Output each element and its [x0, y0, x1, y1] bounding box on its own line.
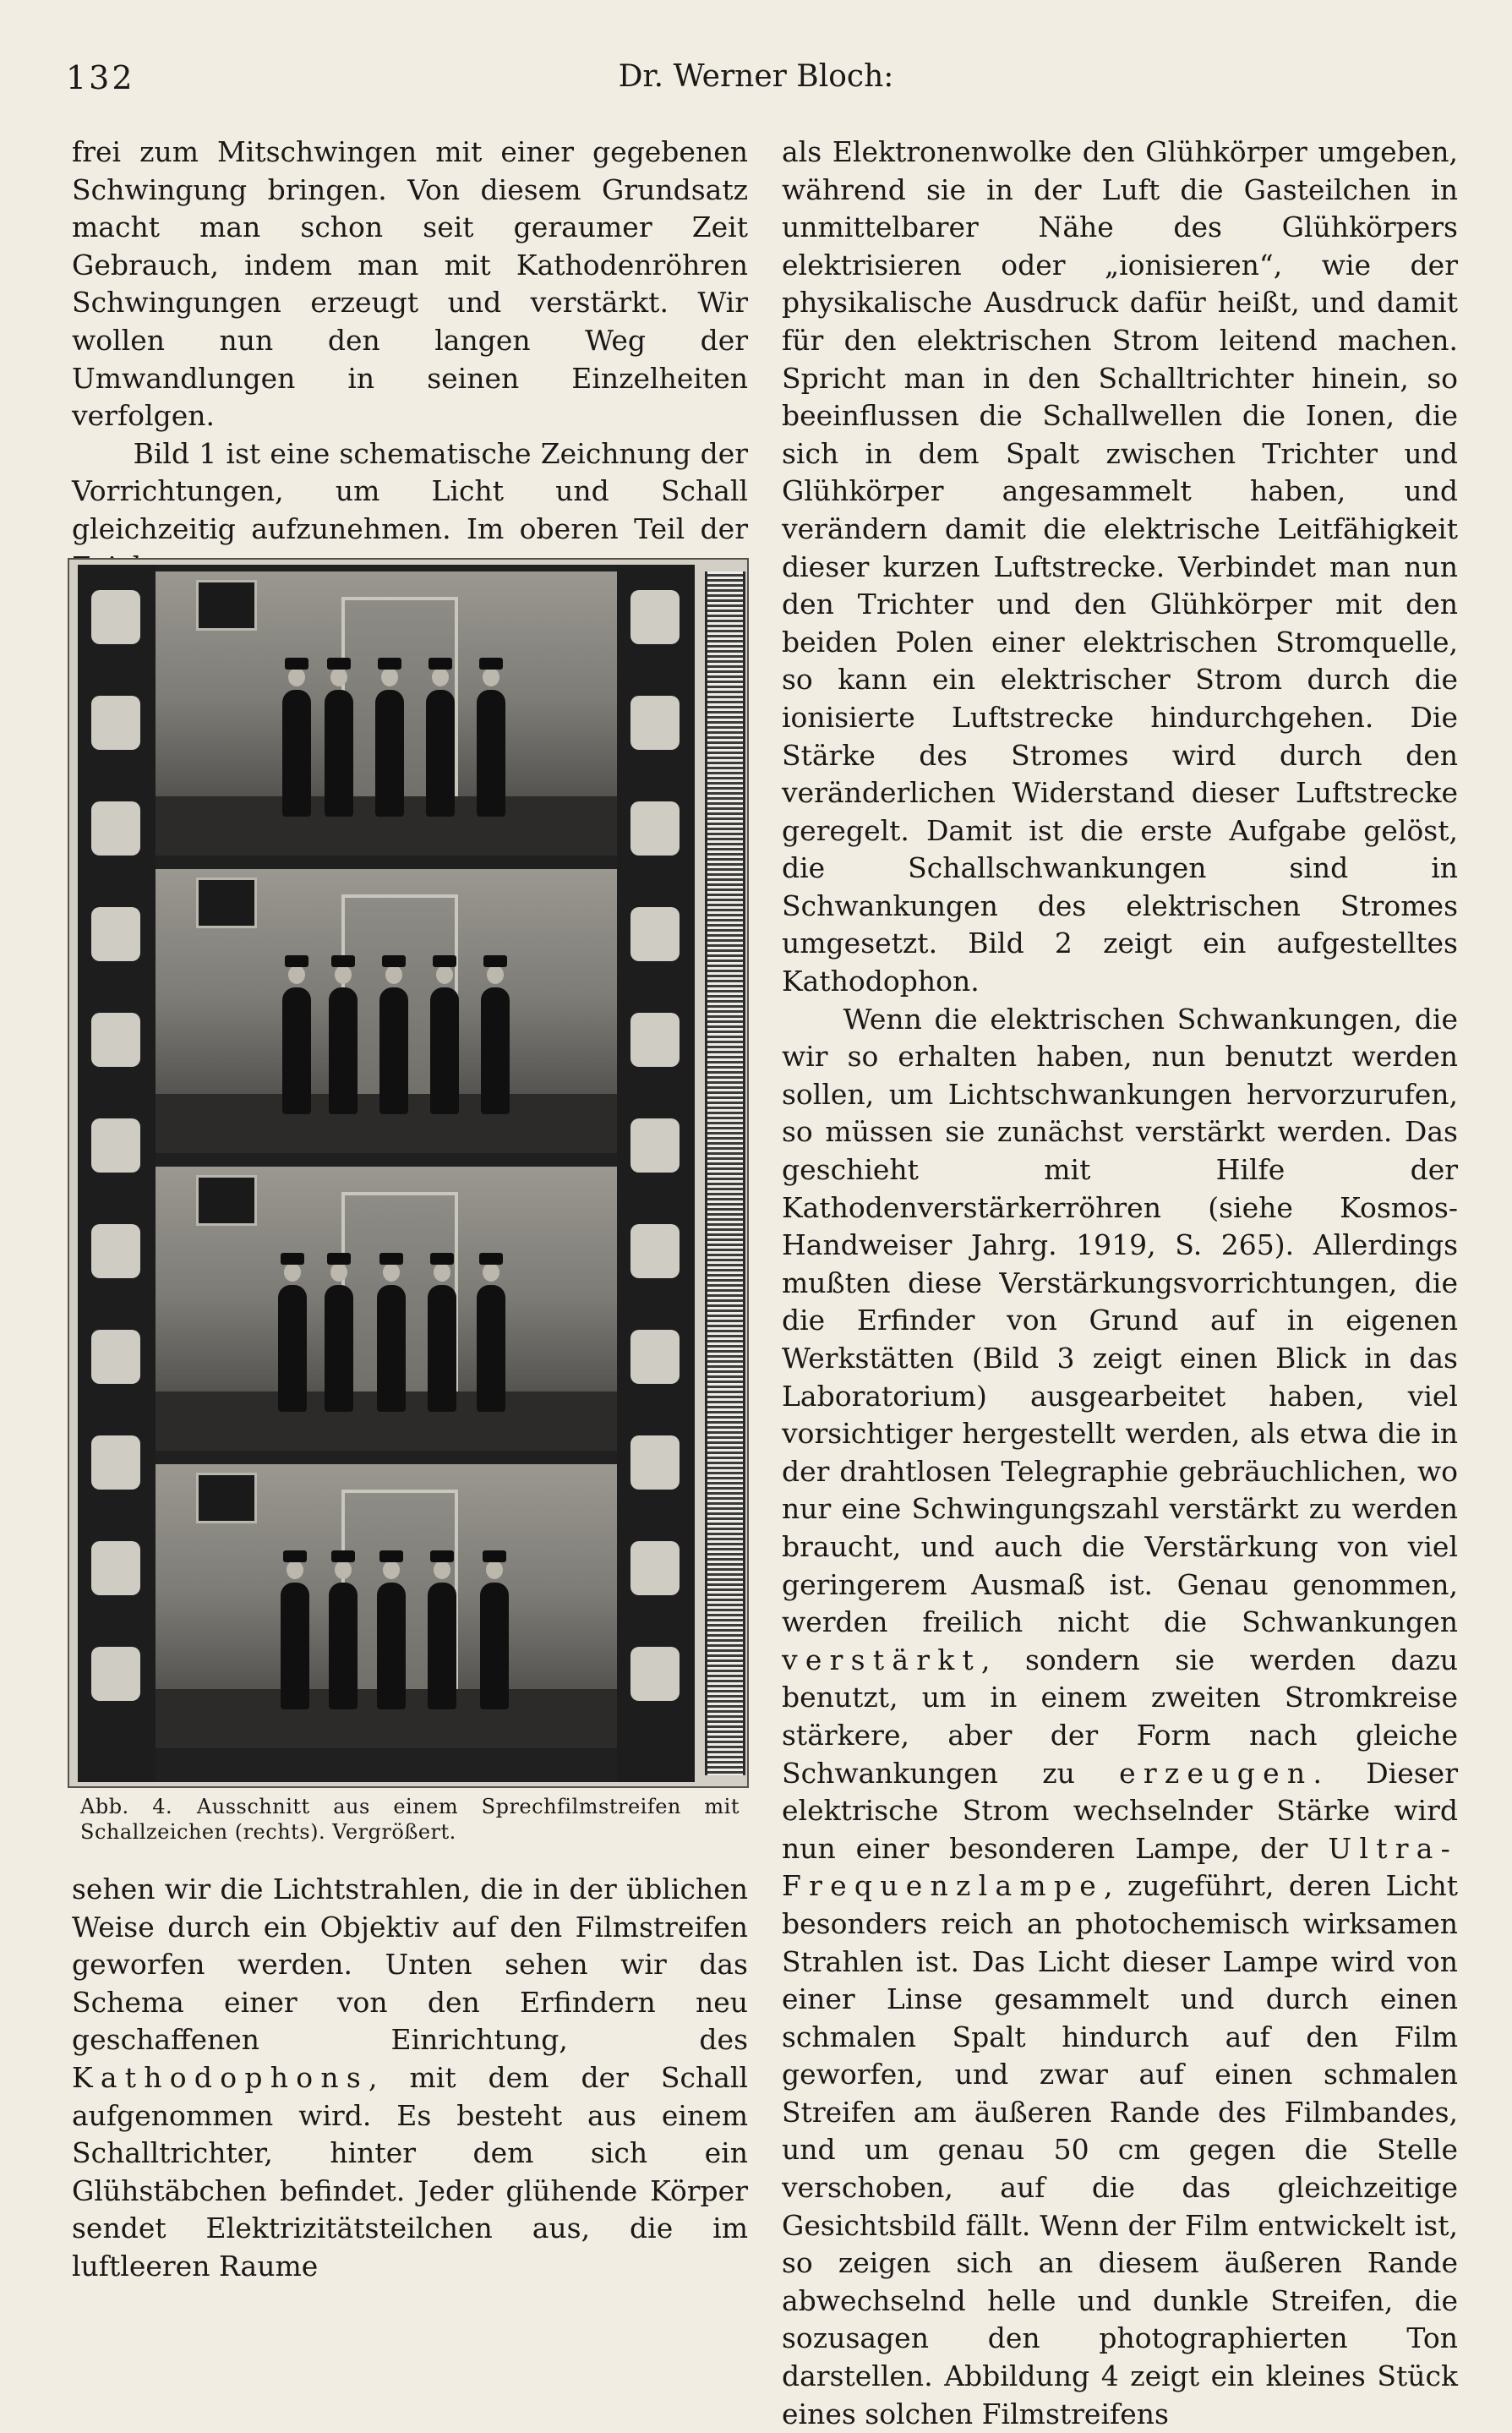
perforation-right [617, 565, 695, 1782]
paragraph: sehen wir die Lichtstrahlen, die in der üblichen Weise durch ein Objektiv auf den Filmstreifen geworfen werden. Unten sehen wir das Schema einer von den Erfindern neu geschaffenen Einrichtung, des Kathodophons, mit dem der Schall aufgenommen wird. Es besteht aus einem Schalltrichter, hinter dem sich ein Glühstäbchen befindet. Jeder glühende Körper sendet Elektrizitätsteilchen aus, die im luftleeren Raume [72, 1873, 748, 2283]
film-frame [156, 1167, 617, 1451]
film-frame [156, 1464, 617, 1748]
film-frame [156, 571, 617, 856]
figure-label: Abb. 4. [80, 1795, 173, 1818]
right-column [782, 134, 1458, 2433]
film-strip-image [78, 565, 695, 1782]
paragraph: frei zum Mitschwingen mit einer gegebenen Schwingung bringen. Von diesem Grundsatz macht man schon seit geraumer Zeit Gebrauch, indem man mit Kathodenröhren Schwingungen erzeugt und verstärkt. Wir wollen nun den langen Weg der Umwandlungen in seinen Einzelheiten verfolgen. [72, 135, 748, 433]
paragraph: Bild 1 ist eine schematische Zeichnung der Vorrichtungen, um Licht und Schall gleichzeitig aufzunehmen. Im oberen Teil der [72, 436, 748, 545]
film-frame [156, 869, 617, 1153]
page-number: 132 [66, 59, 135, 96]
paragraph: als Elektronenwolke den Glühkörper umgeben, während sie in der Luft die Gasteilchen in unmittelbarer Nähe des Glühkörpers elektrisieren oder „ionisieren“, wie der physikalische Ausdruck dafür heißt, und damit für den elektrischen Strom leitend machen. Spricht man in den Schalltrichter hinein, so beeinflussen die Schallwellen die Ionen, die sich in dem Spalt zwischen Trichter und Glühkörper angesammelt haben, und verändern damit die elektrische Leitfähigkeit dieser kurzen Luftstrecke. Verbindet man nun den Trichter und den Glühkörper mit den beiden Polen einer elektrischen Stromquelle, so kann ein elektrischer Strom durch die ionisierte Luftstrecke hindurchgehen. Die Stärke des Stromes wird durch den veränderlichen Widerstand dieser Luftstrecke geregelt. Damit ist die erste Aufgabe gelöst, die Schallschwankungen sind in Schwankungen des elektrischen Stromes umgesetzt. Bild 2 zeigt ein aufgestelltes Kathodophon. [782, 135, 1458, 998]
page-header [66, 59, 1446, 103]
perforation-left [78, 565, 156, 1782]
spaced-term: erzeugen [1119, 1756, 1313, 1790]
running-head: Dr. Werner Bloch: [618, 59, 894, 94]
figure-caption [80, 1794, 740, 1845]
spaced-term: Ultra-Frequenzlampe [782, 1831, 1459, 1903]
film-strip-figure [68, 558, 749, 1788]
spaced-term: Kathodophons [72, 2060, 369, 2094]
left-column-top [72, 134, 748, 586]
left-column-bottom [72, 1871, 748, 2286]
spaced-term: verstärkt [782, 1643, 982, 1676]
paragraph: Wenn die elektrischen Schwankungen, die wir so erhalten haben, nun benutzt werden sollen, um Lichtschwankungen hervorzurufen, so müssen sie zunächst verstärkt werden. Das geschieht mit Hilfe der Kathodenverstärkerröhren (siehe Kosmos-Handweiser Jahrg. 1919, S. 265). Allerdings mußten diese Verstärkungsvorrichtungen, die die Erfinder von Grund auf in eigenen Werkstätten (Bild 3 zeigt einen Blick in das Laboratorium) ausgearbeitet haben, viel vorsichtiger hergestellt werden, als etwa die in der drahtlosen Telegraphie gebräuchlichen, wo nur eine Schwingungszahl verstärkt zu werden braucht, und auch die Verstärkung von viel geringerem Ausmaß ist. Genau genommen, werden freilich nicht die Schwankungen verstärkt, sondern sie werden dazu benutzt, um in einem zweiten Stromkreise stärkere, aber der Form nach gleiche Schwankungen zu erzeugen. Dieser elektrische Strom wechselnder Stärke wird nun einer besonderen Lampe, der Ultra-Frequenzlampe, zugeführt, deren Licht besonders reich an photochemisch wirksamen Strahlen ist. Das Licht dieser Lampe wird von einer Linse gesammelt und durch einen schmalen Spalt hindurch auf den Film geworfen, und zwar auf einen schmalen Streifen am äußeren Rande des Filmbandes, und um genau 50 cm gegen die Stelle verschoben, auf die das gleichzeitige Gesichtsbild fällt. Wenn der Film entwickelt ist, so zeigen sich an diesem äußeren Rande abwechselnd helle und dunkle Streifen, die sozusagen den photographierten Ton darstellen. Abbildung 4 zeigt ein kleines Stück eines solchen Filmstreifens [782, 1002, 1459, 2430]
sound-track-stripes [705, 571, 745, 1775]
figure-caption-text: Ausschnitt aus einem Sprechfilmstreifen mit Schallzeichen (rechts). Vergrößert. [80, 1795, 740, 1844]
